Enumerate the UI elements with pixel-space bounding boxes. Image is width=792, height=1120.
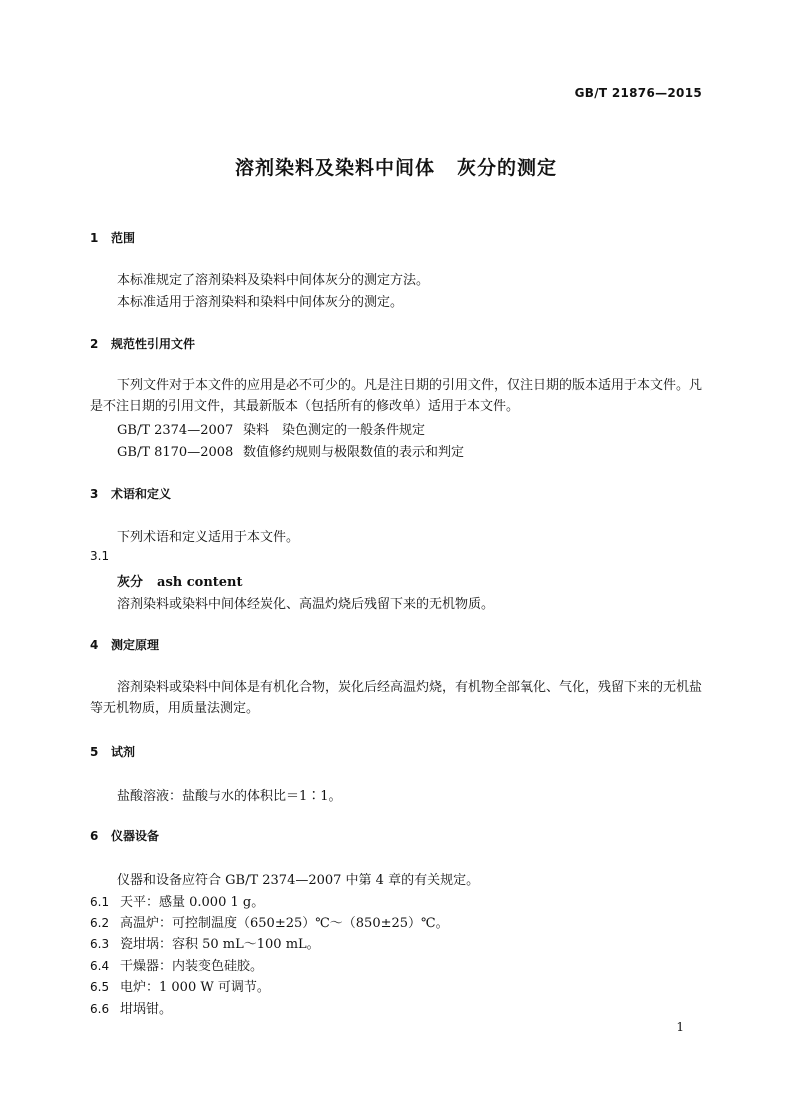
section-title: 规范性引用文件 [111,337,196,351]
title-sub: 灰分的测定 [457,157,558,179]
section-number: 3 [90,487,99,501]
list-item [90,912,449,931]
section-6-heading [90,827,159,844]
section-title: 测定原理 [111,638,160,652]
term-entry [117,571,243,590]
section-5-heading [90,743,135,760]
reference-id: GB/T 8170—2008 [117,445,234,460]
section-3-heading [90,485,171,502]
section-title: 试剂 [111,745,136,759]
section-number: 2 [90,337,99,351]
reference-title: 数值修约规则与极限数值的表示和判定 [243,445,465,460]
section-title: 术语和定义 [111,487,172,501]
section-number: 6 [90,829,99,843]
section-2-heading [90,335,195,352]
title-main: 溶剂染料及染料中间体 [234,157,435,179]
section-4-heading [90,636,159,653]
section-title: 范围 [111,231,136,245]
item-number: 6.3 [90,937,110,951]
paragraph: 溶剂染料或染料中间体是有机化合物，炭化后经高温灼烧，有机物全部氧化、气化，残留下来的无机盐等无机物质，用质量法测定。 [90,680,703,716]
paragraph: 本标准适用于溶剂染料和染料中间体灰分的测定。 [117,295,404,310]
list-item [90,998,172,1017]
term-definition: 溶剂染料或染料中间体经炭化、高温灼烧后残留下来的无机物质。 [117,597,495,612]
reference-item [117,419,425,438]
standard-code: GB/T 21876—2015 [574,86,702,100]
list-item [90,933,320,952]
paragraph: 下列术语和定义适用于本文件。 [117,530,300,545]
section-number: 1 [90,231,99,245]
section-number: 4 [90,638,99,652]
item-number: 6.1 [90,895,110,909]
item-text: 电炉：1 000 W 可调节。 [120,980,270,995]
item-text: 干燥器：内装变色硅胶。 [120,959,264,974]
section-title: 仪器设备 [111,829,160,843]
reference-title: 染料 染色测定的一般条件规定 [243,423,426,438]
paragraph: 本标准规定了溶剂染料及染料中间体灰分的测定方法。 [117,273,430,288]
paragraph: 下列文件对于本文件的应用是必不可少的。凡是注日期的引用文件，仅注日期的版本适用于本文件。凡是不注日期的引用文件，其最新版本（包括所有的修改单）适用于本文件。 [90,378,703,414]
paragraph: 盐酸溶液：盐酸与水的体积比＝1∶1。 [117,789,342,804]
list-item [90,955,263,974]
item-number: 6.2 [90,916,110,930]
reference-item [117,441,464,460]
item-text: 瓷坩埚：容积 50 mL～100 mL。 [120,937,320,952]
item-number: 6.6 [90,1002,110,1016]
page-number: 1 [676,1020,684,1034]
list-item [90,976,270,995]
term-chinese: 灰分 [117,575,144,590]
item-text: 天平：感量 0.000 1 g。 [120,895,265,910]
document-title [0,153,792,180]
term-number: 3.1 [90,549,110,563]
section-1-heading [90,229,135,246]
item-text: 高温炉：可控制温度（650±25）℃～（850±25）℃。 [120,916,449,931]
term-english: ash content [157,575,243,590]
paragraph: 仪器和设备应符合 GB/T 2374—2007 中第 4 章的有关规定。 [117,873,480,888]
list-item [90,891,264,910]
item-text: 坩埚钳。 [120,1002,173,1017]
reference-id: GB/T 2374—2007 [117,423,234,438]
item-number: 6.4 [90,959,110,973]
item-number: 6.5 [90,980,110,994]
section-number: 5 [90,745,99,759]
